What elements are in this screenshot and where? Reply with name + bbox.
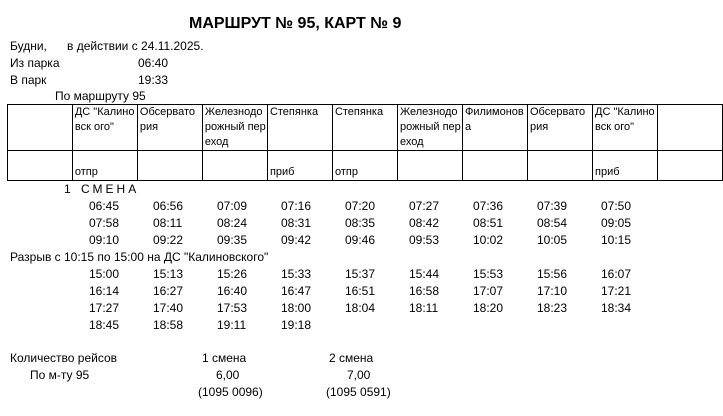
valid-from: в действии с 24.11.2025. xyxy=(67,39,204,53)
stop-header: Степянка xyxy=(267,105,332,151)
time-cell: 16:27 xyxy=(153,284,184,298)
stop-header: Железнодо рожный переход xyxy=(397,105,462,151)
shift2-count-value: 7,00 xyxy=(347,368,371,382)
arr-dep-cell xyxy=(8,151,73,181)
time-cell: 08:31 xyxy=(281,216,312,230)
arr-dep-cell: отпр xyxy=(332,151,397,181)
time-cell: 07:50 xyxy=(601,199,632,213)
time-cell: 09:10 xyxy=(89,233,120,247)
stop-header: ДС "Калиновск ого" xyxy=(72,105,137,151)
time-cell: 19:11 xyxy=(217,318,247,332)
time-cell: 07:20 xyxy=(345,199,376,213)
time-cell: 08:51 xyxy=(473,216,504,230)
time-cell: 10:15 xyxy=(601,233,632,247)
arr-dep-cell: приб xyxy=(267,151,332,181)
shift1-code: (1095 0096) xyxy=(198,385,263,399)
time-cell: 09:05 xyxy=(601,216,632,230)
time-cell: 08:42 xyxy=(409,216,440,230)
time-cell: 16:51 xyxy=(345,284,376,298)
time-cell: 18:23 xyxy=(537,301,568,315)
shift1-number: 1 xyxy=(64,182,71,196)
shift1-count-label: 1 смена xyxy=(202,351,247,365)
day-type: Будни, xyxy=(10,39,47,53)
time-cell: 17:40 xyxy=(153,301,184,315)
summary-route-label: По м-ту 95 xyxy=(30,368,90,382)
time-cell: 09:22 xyxy=(153,233,184,247)
time-cell: 06:45 xyxy=(89,199,120,213)
out-time: 06:40 xyxy=(138,56,169,70)
stops-row xyxy=(8,105,723,151)
time-cell: 17:10 xyxy=(537,284,568,298)
break-note: Разрыв с 10:15 по 15:00 на ДС "Калиновского" xyxy=(10,250,269,264)
time-cell: 07:27 xyxy=(409,199,440,213)
time-cell: 18:34 xyxy=(601,301,632,315)
time-cell: 17:53 xyxy=(217,301,248,315)
arr-dep-cell xyxy=(202,151,267,181)
time-cell: 15:33 xyxy=(281,267,312,281)
time-cell: 15:00 xyxy=(89,267,120,281)
time-cell: 15:37 xyxy=(345,267,376,281)
stop-header: Обсервато рия xyxy=(528,105,593,151)
time-cell: 10:02 xyxy=(473,233,504,247)
shift1-count-value: 6,00 xyxy=(216,368,240,382)
time-cell: 15:13 xyxy=(153,267,184,281)
arr-dep-cell xyxy=(462,151,527,181)
in-label: В парк xyxy=(10,73,47,87)
time-cell: 07:36 xyxy=(473,199,504,213)
time-cell: 15:53 xyxy=(473,267,504,281)
arr-dep-cell xyxy=(397,151,462,181)
arr-dep-cell xyxy=(137,151,202,181)
time-cell: 07:09 xyxy=(217,199,248,213)
time-cell: 16:47 xyxy=(281,284,312,298)
time-cell: 09:53 xyxy=(409,233,440,247)
stop-header xyxy=(658,105,723,151)
stop-header xyxy=(8,105,73,151)
arr-dep-row xyxy=(8,151,723,181)
time-cell: 16:58 xyxy=(409,284,440,298)
time-cell: 09:35 xyxy=(217,233,248,247)
shift1-label: СМЕНА xyxy=(81,182,140,196)
time-cell: 17:27 xyxy=(89,301,120,315)
time-cell: 17:07 xyxy=(473,284,504,298)
time-cell: 15:26 xyxy=(217,267,248,281)
time-cell: 16:07 xyxy=(601,267,632,281)
time-cell: 16:14 xyxy=(89,284,120,298)
arr-dep-cell: приб xyxy=(593,151,658,181)
time-cell: 17:21 xyxy=(601,284,632,298)
time-cell: 09:42 xyxy=(281,233,312,247)
time-cell: 07:16 xyxy=(281,199,312,213)
time-cell: 08:54 xyxy=(537,216,568,230)
time-cell: 07:39 xyxy=(537,199,568,213)
in-time: 19:33 xyxy=(138,73,169,87)
time-cell: 19:18 xyxy=(281,318,312,332)
time-cell: 18:11 xyxy=(409,301,439,315)
route-label: По маршруту 95 xyxy=(55,89,146,103)
time-cell: 18:20 xyxy=(473,301,504,315)
time-cell: 09:46 xyxy=(345,233,376,247)
time-cell: 08:11 xyxy=(153,216,183,230)
time-cell: 18:58 xyxy=(153,318,184,332)
time-cell: 08:24 xyxy=(217,216,248,230)
time-cell: 18:00 xyxy=(281,301,312,315)
page-title: МАРШРУТ № 95, КАРТ № 9 xyxy=(189,15,402,32)
time-cell: 15:44 xyxy=(409,267,440,281)
stop-header: Железнодо рожный переход xyxy=(202,105,267,151)
shift2-count-label: 2 смена xyxy=(329,351,374,365)
stop-header: Обсервато рия xyxy=(137,105,202,151)
time-cell: 07:58 xyxy=(89,216,120,230)
arr-dep-cell xyxy=(528,151,593,181)
time-cell: 15:56 xyxy=(537,267,568,281)
arr-dep-cell: отпр xyxy=(72,151,137,181)
shift2-code: (1095 0591) xyxy=(326,385,391,399)
summary-label: Количество рейсов xyxy=(10,351,118,365)
time-cell: 18:45 xyxy=(89,318,120,332)
time-cell: 16:40 xyxy=(217,284,248,298)
stop-header: Филимонов а xyxy=(462,105,527,151)
time-cell: 08:35 xyxy=(345,216,376,230)
time-cell: 06:56 xyxy=(153,199,184,213)
stop-header: ДС "Калиновск ого" xyxy=(593,105,658,151)
time-cell: 18:04 xyxy=(345,301,376,315)
time-cell: 10:05 xyxy=(537,233,568,247)
stops-header-table xyxy=(7,104,723,181)
stop-header: Степянка xyxy=(332,105,397,151)
out-label: Из парка xyxy=(10,56,60,70)
arr-dep-cell xyxy=(658,151,723,181)
